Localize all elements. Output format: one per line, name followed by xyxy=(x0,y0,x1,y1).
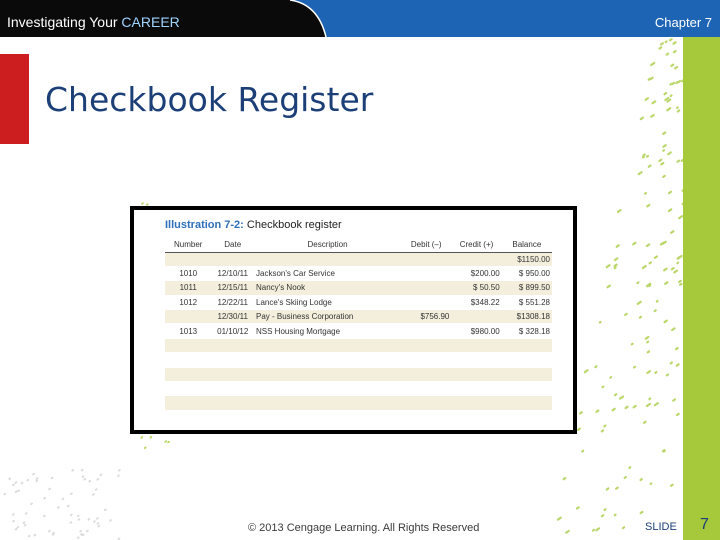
table-cell xyxy=(401,353,451,367)
table-cell xyxy=(254,396,401,410)
table-cell xyxy=(451,310,501,324)
table-cell xyxy=(451,367,501,381)
table-row xyxy=(165,324,552,338)
column-header: Date xyxy=(211,238,254,252)
table-cell xyxy=(165,310,211,324)
table-cell xyxy=(401,338,451,352)
table-cell xyxy=(165,353,211,367)
table-row xyxy=(165,382,552,396)
table-cell xyxy=(451,338,501,352)
table-cell: Jackson's Car Service xyxy=(254,266,401,280)
table-cell: $ 50.50 xyxy=(451,281,501,295)
table-cell xyxy=(401,295,451,309)
illustration-caption xyxy=(165,219,342,231)
table-cell xyxy=(211,382,254,396)
caption-label: Illustration 7-2: xyxy=(165,219,244,231)
table-cell: 12/10/11 xyxy=(211,266,254,280)
table-row xyxy=(165,367,552,381)
chapter-label: Chapter 7 xyxy=(654,15,712,30)
table-cell: $ 551.28 xyxy=(502,295,552,309)
table-row xyxy=(165,310,552,324)
table-cell: 1013 xyxy=(165,324,211,338)
table-cell xyxy=(254,382,401,396)
table-cell xyxy=(502,396,552,410)
column-header: Number xyxy=(165,238,211,252)
table-cell xyxy=(165,367,211,381)
table-cell: $756.90 xyxy=(401,310,451,324)
table-cell xyxy=(401,382,451,396)
column-header: Debit (–) xyxy=(401,238,451,252)
table-cell xyxy=(165,396,211,410)
table-cell: Nancy's Nook xyxy=(254,281,401,295)
table-cell xyxy=(401,281,451,295)
checkbook-register-table xyxy=(165,238,552,410)
slide-label: SLIDE xyxy=(645,521,677,533)
copyright-notice: © 2013 Cengage Learning. All Rights Reserved xyxy=(248,522,480,534)
column-header: Credit (+) xyxy=(451,238,501,252)
caption-text: Checkbook register xyxy=(246,219,342,231)
table-cell xyxy=(211,367,254,381)
table-cell: 01/10/12 xyxy=(211,324,254,338)
illustration-frame xyxy=(130,206,577,434)
table-cell xyxy=(451,382,501,396)
table-row xyxy=(165,266,552,280)
table-cell xyxy=(502,338,552,352)
table-cell xyxy=(401,266,451,280)
table-cell xyxy=(502,382,552,396)
table-cell: Pay - Business Corporation xyxy=(254,310,401,324)
table-cell: 1012 xyxy=(165,295,211,309)
illustration-panel xyxy=(134,210,573,430)
table-cell xyxy=(254,338,401,352)
table-cell: $1150.00 xyxy=(502,252,552,266)
register-header-row xyxy=(165,238,552,252)
table-cell: $980.00 xyxy=(451,324,501,338)
table-cell xyxy=(451,353,501,367)
table-row xyxy=(165,353,552,367)
table-cell xyxy=(254,367,401,381)
banner-highlight: CAREER xyxy=(121,14,180,30)
table-cell: 12/30/11 xyxy=(211,310,254,324)
table-cell xyxy=(401,252,451,266)
table-cell xyxy=(165,252,211,266)
table-cell xyxy=(211,338,254,352)
table-cell xyxy=(165,382,211,396)
table-cell xyxy=(211,252,254,266)
table-cell xyxy=(401,324,451,338)
table-cell xyxy=(211,396,254,410)
table-cell: $ 950.00 xyxy=(502,266,552,280)
table-cell xyxy=(451,252,501,266)
column-header: Balance xyxy=(502,238,552,252)
table-cell: $348.22 xyxy=(451,295,501,309)
table-cell xyxy=(254,252,401,266)
table-cell: $200.00 xyxy=(451,266,501,280)
banner-prefix: Investigating Your xyxy=(7,14,118,30)
table-row xyxy=(165,295,552,309)
table-row xyxy=(165,252,552,266)
table-cell xyxy=(502,353,552,367)
table-cell: 1011 xyxy=(165,281,211,295)
slide-number: 7 xyxy=(700,516,709,533)
table-cell xyxy=(401,367,451,381)
table-cell: $ 899.50 xyxy=(502,281,552,295)
table-cell xyxy=(401,396,451,410)
table-cell: $ 328.18 xyxy=(502,324,552,338)
table-cell xyxy=(254,353,401,367)
slide-title: Checkbook Register xyxy=(45,80,374,119)
table-row xyxy=(165,396,552,410)
column-header: Description xyxy=(254,238,401,252)
table-cell: 12/15/11 xyxy=(211,281,254,295)
table-cell: $1308.18 xyxy=(502,310,552,324)
table-cell xyxy=(211,353,254,367)
table-cell xyxy=(502,367,552,381)
table-row xyxy=(165,281,552,295)
table-cell: Lance's Skiing Lodge xyxy=(254,295,401,309)
table-row xyxy=(165,338,552,352)
table-cell xyxy=(451,396,501,410)
table-cell: 12/22/11 xyxy=(211,295,254,309)
table-cell xyxy=(165,338,211,352)
table-cell: 1010 xyxy=(165,266,211,280)
table-cell: NSS Housing Mortgage xyxy=(254,324,401,338)
